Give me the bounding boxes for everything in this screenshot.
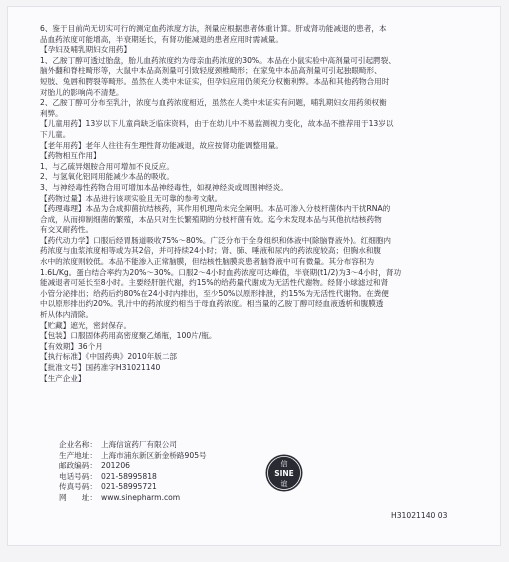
sine-logo-icon bbox=[264, 453, 304, 493]
leaflet-line: 水中的浓度则较低。本品不能渗入正常脑膜，但结核性脑膜炎患者脑脊液中可有微量。其分布容积为 bbox=[40, 257, 375, 267]
company-field-label: 生产地址： bbox=[59, 450, 97, 460]
company-field-value: www.sinepharm.com bbox=[101, 492, 181, 502]
leaflet-line: 【药代动力学】口服后经胃肠道吸收75%～80%。广泛分布于全身组织和体液中(除脑脊液外)。红细胞内 bbox=[40, 235, 392, 245]
leaflet-line: 【贮藏】遮光，密封保存。 bbox=[40, 320, 132, 330]
leaflet-line: 【生产企业】 bbox=[40, 373, 86, 383]
company-field-value: 021-58995818 bbox=[101, 471, 157, 481]
leaflet-paper bbox=[7, 6, 501, 546]
company-field-label: 企业名称： bbox=[59, 440, 97, 449]
leaflet-line: 1、与乙硫异烟胺合用可增加不良反应。 bbox=[40, 161, 174, 171]
leaflet-line: 【有效期】36个月 bbox=[40, 341, 103, 351]
leaflet-line: 药浓度与血浆浓度相等或为其2倍，并可持续24小时；肾、肺、唾液和尿内的药浓度较高；但胸水和腹 bbox=[40, 246, 382, 256]
leaflet-line: 【老年用药】老年人往往有生理性肾功能减退，故应按肾功能调整用量。 bbox=[40, 140, 283, 150]
logo-text-top: 信 bbox=[280, 460, 288, 468]
company-field-value: 021-58995721 bbox=[101, 482, 157, 492]
leaflet-line: 脑外翻和脊柱畸形等，大鼠中本品高剂量可引致轻度颈椎畸形；在家兔中本品高剂量可引起独眼畸形、 bbox=[40, 66, 382, 76]
logo-text-mid: SINE bbox=[274, 469, 294, 478]
company-row bbox=[59, 451, 207, 462]
leaflet-line: 【包装】口服固体药用高密度聚乙烯瓶，100片/瓶。 bbox=[40, 331, 217, 341]
leaflet-line: 合成，从而抑制细菌的繁殖，本品只对生长繁殖期的分枝杆菌有效。迄今未发现本品与其他抗结核药物 bbox=[40, 214, 382, 224]
leaflet-line: 【孕妇及哺乳期妇女用药】 bbox=[40, 45, 132, 55]
company-row bbox=[59, 493, 207, 504]
leaflet-line: 析从体内清除。 bbox=[40, 310, 94, 320]
leaflet-line: 【儿童用药】13岁以下儿童尚缺乏临床资料，由于在幼儿中不易监测视力变化，故本品不推荐用于13岁以 bbox=[40, 119, 394, 129]
leaflet-line: 3、与神经毒性药物合用可增加本品神经毒性，如视神经炎或周围神经炎。 bbox=[40, 182, 288, 192]
leaflet-line: 2、乙胺丁醇可分布至乳汁，浓度与血药浓度相近，虽然在人类中未证实有问题，哺乳期妇女用药须权衡 bbox=[40, 98, 387, 108]
leaflet-line: 对胎儿的影响尚不清楚。 bbox=[40, 87, 124, 97]
company-field-label: 网 址： bbox=[59, 492, 97, 502]
leaflet-line: 能减退者可延长至8小时。主要经肝脏代谢，约15%的给药量代谢成为无活性代谢物。经肾小球滤过和肾 bbox=[40, 278, 389, 288]
leaflet-line: 【批准文号】国药准字H31021140 bbox=[40, 363, 161, 372]
leaflet-line: 6、鉴于目前尚无切实可行的测定血药浓度方法，剂量应根据患者体重计算。肝或肾功能减退的患者，本 bbox=[40, 24, 387, 33]
leaflet-line: 1、乙胺丁醇可透过胎盘，胎儿血药浓度约为母亲血药浓度的30%。本品在小鼠实验中高剂量可引起腭裂、 bbox=[40, 55, 396, 65]
company-row bbox=[59, 461, 207, 472]
leaflet-line: 【药理毒理】本品为合成抑菌抗结核药，其作用机理尚未完全阐明。本品可渗入分枝杆菌体内干扰RNA的 bbox=[40, 204, 391, 214]
leaflet-line: 【药物过量】本品进行该项实验且无可靠的参考文献。 bbox=[40, 193, 223, 203]
leaflet-line: 【药物相互作用】 bbox=[40, 151, 101, 161]
leaflet-text bbox=[40, 24, 478, 384]
leaflet-line: 1.6L/Kg。蛋白结合率约为20%～30%。口服2～4小时血药浓度可达峰值，半衰期(t1/2)为3～4小时，肾功 bbox=[40, 267, 402, 277]
leaflet-line: 【执行标准】《中国药典》2010年版二部 bbox=[40, 352, 178, 362]
leaflet-line: 短肢、兔唇和腭裂等畸形。虽然在人类中未证实，但孕妇应用仍须充分权衡利弊。本品和其他药物合用时 bbox=[40, 76, 390, 86]
logo-text-bottom: 谊 bbox=[280, 480, 288, 488]
company-row bbox=[59, 482, 207, 493]
company-row bbox=[59, 440, 207, 451]
leaflet-line: 中以原形排出约20%。乳汁中的药浓度约相当于母血药浓度。相当量的乙胺丁醇可经血液透析和腹膜透 bbox=[40, 299, 384, 309]
manufacturer-info bbox=[59, 440, 207, 504]
company-field-label: 邮政编码： bbox=[59, 461, 97, 471]
leaflet-line: 2、与氢氧化铝同用能减少本品的吸收。 bbox=[40, 172, 174, 182]
company-row bbox=[59, 472, 207, 483]
document-code: H31021140 03 bbox=[391, 511, 448, 520]
leaflet-line: 小管分泌排出；给药后约80%在24小时内排出，至少50%以原形排泄，约15%为无活性代谢物。在粪便 bbox=[40, 288, 389, 298]
leaflet-line: 利弊。 bbox=[40, 108, 63, 118]
leaflet-line: 品血药浓度可能增高，半衰期延长，有肾功能减退的患者应用时需减量。 bbox=[40, 34, 283, 44]
leaflet-line: 有交叉耐药性。 bbox=[40, 225, 94, 235]
company-field-value: 201206 bbox=[101, 461, 130, 471]
leaflet-line: 下儿童。 bbox=[40, 129, 71, 139]
company-field-label: 传真号码： bbox=[59, 482, 97, 492]
company-field-label: 电话号码： bbox=[59, 471, 97, 481]
company-field-value: 上海市浦东新区新金桥路905号 bbox=[101, 450, 207, 460]
company-field-value: 上海信谊药厂有限公司 bbox=[101, 440, 177, 449]
